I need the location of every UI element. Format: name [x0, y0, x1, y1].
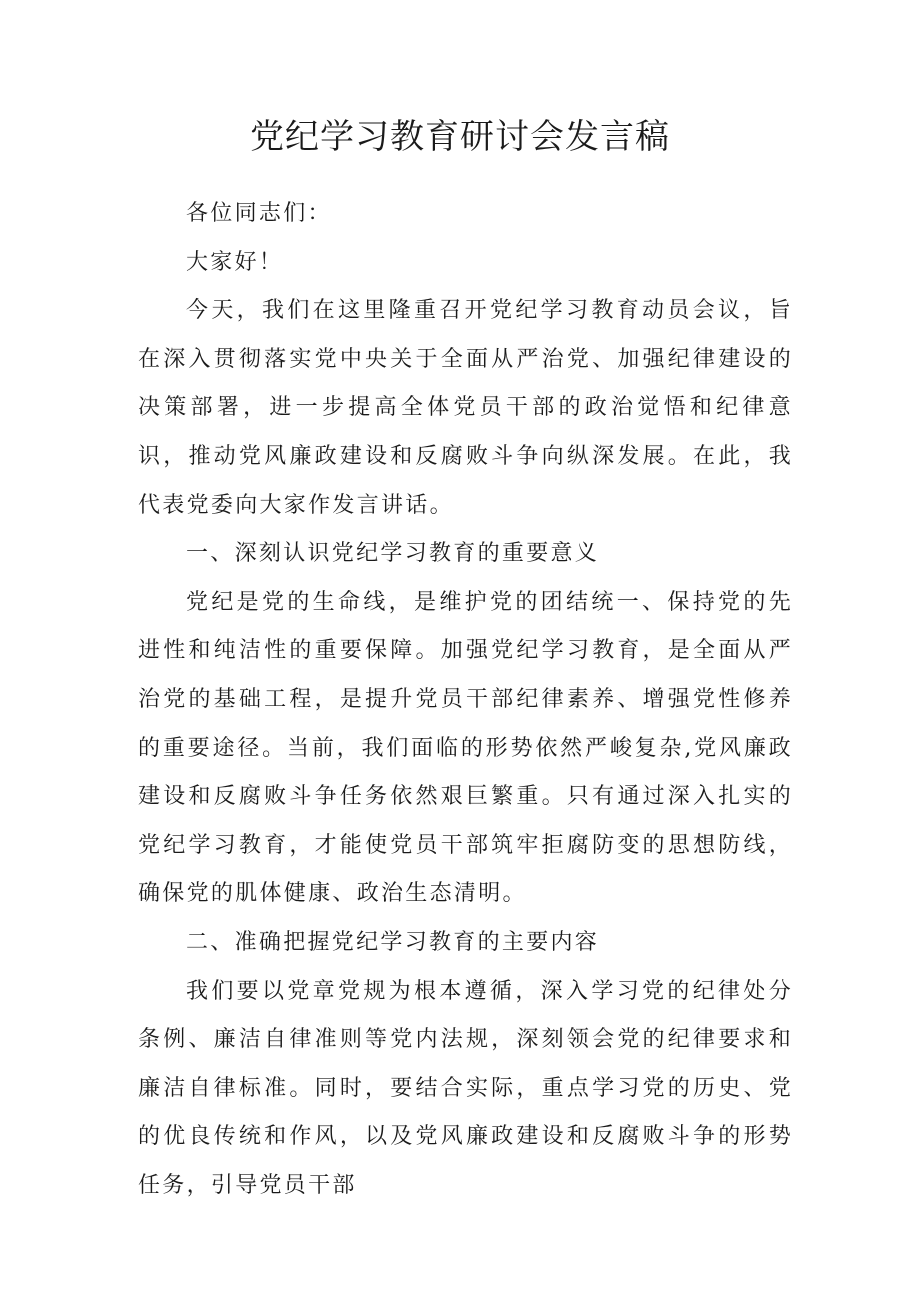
document-body — [138, 190, 793, 1210]
section-heading-1: 一、深刻认识党纪学习教育的重要意义 — [186, 541, 600, 567]
section-2-paragraph: 我们要以党章党规为根本遵循，深入学习党的纪律处分条例、廉洁自律准则等党内法规，深刻领会党的纪律要求和廉洁自律标准。同时，要结合实际，重点学习党的历史、党的优良传统和作风，以及党风廉政建设和反腐败斗争的形势任务，引导党员干部 — [138, 978, 793, 1198]
section-1-paragraph: 党纪是党的生命线，是维护党的团结统一、保持党的先进性和纯洁性的重要保障。加强党纪学习教育，是全面从严治党的基础工程，是提升党员干部纪律素养、增强党性修养的重要途径。当前，我们面临的形势依然严峻复杂,党风廉政建设和反腐败斗争任务依然艰巨繁重。只有通过深入扎实的党纪学习教育，才能使党员干部筑牢拒腐防变的思想防线，确保党的肌体健康、政治生态清明。 — [138, 589, 793, 907]
section-heading-2: 二、准确把握党纪学习教育的主要内容 — [186, 929, 600, 955]
greeting: 大家好！ — [186, 249, 284, 275]
salutation: 各位同志们： — [186, 201, 332, 226]
intro-paragraph: 今天，我们在这里隆重召开党纪学习教育动员会议，旨在深入贯彻落实党中央关于全面从严治党、加强纪律建设的决策部署，进一步提高全体党员干部的政治觉悟和纪律意识，推动党风廉政建设和反腐败斗争向纵深发展。在此，我代表党委向大家作发言讲话。 — [138, 298, 793, 518]
document-title: 党纪学习教育研讨会发言稿 — [250, 117, 670, 157]
